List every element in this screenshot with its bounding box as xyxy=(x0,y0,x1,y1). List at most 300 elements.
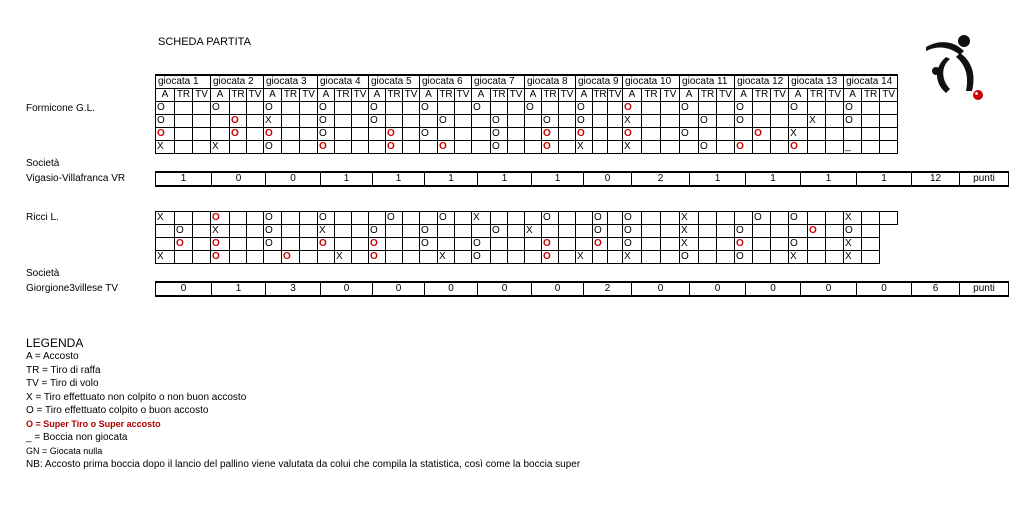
score-cell xyxy=(438,225,455,238)
points-cell: 2 xyxy=(632,172,690,186)
score-cell xyxy=(247,251,264,264)
score-cell: X xyxy=(789,128,808,141)
score-cell: X xyxy=(680,238,699,251)
score-cell xyxy=(508,225,525,238)
score-cell xyxy=(352,115,369,128)
score-cell xyxy=(247,212,264,225)
score-cell xyxy=(642,115,661,128)
points-cell: 0 xyxy=(584,172,632,186)
points-cell: 1 xyxy=(857,172,912,186)
subcol-header: TV xyxy=(455,89,472,102)
legend-null-line: GN = Giocata nulla xyxy=(26,445,103,456)
score-cell xyxy=(403,128,420,141)
legend xyxy=(26,350,580,472)
points-cell: 0 xyxy=(690,282,746,296)
points-cell: 0 xyxy=(156,282,212,296)
score-cell xyxy=(420,141,438,154)
score-cell xyxy=(844,128,862,141)
score-cell xyxy=(491,238,508,251)
subcol-header: TV xyxy=(247,89,264,102)
score-cell: O xyxy=(318,238,335,251)
points-cell: 0 xyxy=(801,282,857,296)
score-cell xyxy=(880,212,898,225)
score-cell xyxy=(559,141,576,154)
score-cell: O xyxy=(318,212,335,225)
score-cell: O xyxy=(386,128,403,141)
subcol-header: TR xyxy=(543,89,557,100)
score-cell xyxy=(642,251,661,264)
subcol-header: TV xyxy=(508,89,525,102)
bocce-player-logo xyxy=(920,33,990,103)
score-cell xyxy=(386,251,403,264)
score-cell: O xyxy=(542,115,559,128)
score-cell: X xyxy=(576,251,593,264)
score-cell xyxy=(608,128,623,141)
score-cell xyxy=(789,115,808,128)
score-cell xyxy=(247,238,264,251)
score-cell xyxy=(352,128,369,141)
score-cell xyxy=(472,225,491,238)
score-cell xyxy=(420,251,438,264)
score-cell xyxy=(525,141,542,154)
points-cell: 1 xyxy=(212,282,266,296)
score-cell xyxy=(508,141,525,154)
score-cell: O xyxy=(472,238,491,251)
points-cell: 1 xyxy=(801,172,857,186)
score-cell xyxy=(542,102,559,115)
score-cell xyxy=(455,251,472,264)
points-cell: 0 xyxy=(425,282,478,296)
score-cell xyxy=(438,128,455,141)
score-cell: O xyxy=(789,238,808,251)
total-points: 12 xyxy=(912,172,960,186)
score-cell xyxy=(680,141,699,154)
score-cell: O xyxy=(491,225,508,238)
giocata-header: giocata 1 xyxy=(156,75,211,89)
score-cell: O xyxy=(156,102,175,115)
score-cell: O xyxy=(369,102,386,115)
points-cell: 0 xyxy=(321,282,373,296)
score-cell: O xyxy=(623,238,642,251)
score-cell: O xyxy=(156,115,175,128)
score-cell: O xyxy=(472,251,491,264)
score-cell xyxy=(282,225,300,238)
subcol-header: TV xyxy=(403,89,420,102)
points-row-player-1 xyxy=(155,171,1009,187)
score-cell xyxy=(642,212,661,225)
score-cell: O xyxy=(789,102,808,115)
giocata-header: giocata 7 xyxy=(472,75,525,89)
score-cell: O xyxy=(264,212,282,225)
score-cell xyxy=(525,251,542,264)
score-cell: O xyxy=(542,141,559,154)
score-cell: O xyxy=(491,141,508,154)
points-label: punti xyxy=(960,282,1009,296)
score-cell xyxy=(808,141,826,154)
score-cell xyxy=(175,128,193,141)
subcol-header: TR xyxy=(282,89,300,102)
score-cell xyxy=(717,251,735,264)
score-cell: O xyxy=(211,238,230,251)
points-cell: 0 xyxy=(857,282,912,296)
score-cell xyxy=(699,225,717,238)
score-cell xyxy=(771,102,789,115)
score-cell xyxy=(771,225,789,238)
total-points: 6 xyxy=(912,282,960,296)
score-cell: O xyxy=(753,212,771,225)
table-row xyxy=(156,212,898,225)
giocata-header: giocata 12 xyxy=(735,75,789,89)
score-cell: O xyxy=(808,225,826,238)
score-cell: O xyxy=(844,225,862,238)
score-cell xyxy=(300,238,318,251)
points-cell: 0 xyxy=(746,282,801,296)
score-cell xyxy=(175,102,193,115)
score-cell xyxy=(717,141,735,154)
score-cell xyxy=(193,225,211,238)
score-cell xyxy=(525,238,542,251)
score-cell: O xyxy=(789,141,808,154)
score-cell: O xyxy=(542,251,559,264)
score-cell: O xyxy=(576,115,593,128)
score-cell: O xyxy=(438,141,455,154)
score-cell xyxy=(880,102,898,115)
score-cell xyxy=(880,128,898,141)
score-cell xyxy=(369,128,386,141)
score-cell: O xyxy=(420,128,438,141)
subcol-header: TV xyxy=(717,89,735,102)
score-cell xyxy=(661,128,680,141)
score-cell xyxy=(193,115,211,128)
table-row xyxy=(156,141,898,154)
table-row xyxy=(156,102,898,115)
score-cell: O xyxy=(593,225,608,238)
score-cell xyxy=(335,238,352,251)
points-table xyxy=(155,281,1009,297)
table-row xyxy=(156,128,898,141)
score-cell xyxy=(735,212,753,225)
score-cell xyxy=(335,212,352,225)
score-cell xyxy=(230,102,247,115)
score-cell xyxy=(282,115,300,128)
score-cell: O xyxy=(491,115,508,128)
score-cell: X xyxy=(211,225,230,238)
score-cell xyxy=(608,212,623,225)
subcol-header: TV xyxy=(826,89,844,102)
score-cell xyxy=(264,251,282,264)
score-cell xyxy=(661,238,680,251)
score-cell: O xyxy=(438,212,455,225)
subcol-header: A xyxy=(369,89,386,102)
score-cell xyxy=(608,115,623,128)
score-cell xyxy=(826,102,844,115)
score-cell xyxy=(699,102,717,115)
score-cell: X xyxy=(844,251,862,264)
score-cell: X xyxy=(525,225,542,238)
score-cell: O xyxy=(369,115,386,128)
score-cell: O xyxy=(420,238,438,251)
subcol-header: TV xyxy=(661,89,680,102)
score-cell xyxy=(282,128,300,141)
score-cell: O xyxy=(542,212,559,225)
score-cell: O xyxy=(576,102,593,115)
score-cell: O xyxy=(735,102,753,115)
score-cell xyxy=(717,212,735,225)
team-name: Giorgione3villese TV xyxy=(26,283,119,294)
score-cell: X xyxy=(680,225,699,238)
score-cell xyxy=(717,128,735,141)
score-cell xyxy=(608,225,623,238)
score-cell: X xyxy=(623,115,642,128)
subcol-header: TV xyxy=(771,89,789,102)
score-cell xyxy=(642,238,661,251)
points-cell: 2 xyxy=(584,282,632,296)
score-grid-player-1 xyxy=(155,74,898,154)
score-cell: O xyxy=(593,238,608,251)
table-row xyxy=(156,115,898,128)
score-cell: X xyxy=(438,251,455,264)
score-cell: O xyxy=(593,212,608,225)
score-cell: O xyxy=(699,141,717,154)
score-cell: O xyxy=(844,102,862,115)
score-cell xyxy=(438,102,455,115)
score-cell xyxy=(826,212,844,225)
points-cell: 1 xyxy=(690,172,746,186)
score-cell xyxy=(771,238,789,251)
score-cell: O xyxy=(211,102,230,115)
score-cell xyxy=(862,225,880,238)
score-cell xyxy=(386,115,403,128)
giocata-header: giocata 4 xyxy=(318,75,369,89)
score-cell xyxy=(369,141,386,154)
score-cell xyxy=(880,141,898,154)
score-cell xyxy=(559,238,576,251)
society-label: Società xyxy=(26,158,60,169)
score-cell xyxy=(508,128,525,141)
score-cell xyxy=(455,115,472,128)
giocata-header: giocata 13 xyxy=(789,75,844,89)
points-cell: 1 xyxy=(532,172,584,186)
score-cell xyxy=(193,238,211,251)
score-cell: O xyxy=(386,212,403,225)
score-cell: O xyxy=(735,115,753,128)
score-cell xyxy=(335,128,352,141)
score-cell xyxy=(699,251,717,264)
score-cell: X xyxy=(318,225,335,238)
score-cell: O xyxy=(753,128,771,141)
subcol-header: TR xyxy=(862,89,880,102)
score-cell xyxy=(455,102,472,115)
score-cell: O xyxy=(680,251,699,264)
score-cell xyxy=(403,251,420,264)
giocata-header: giocata 2 xyxy=(211,75,264,89)
score-cell: X xyxy=(335,251,352,264)
score-cell xyxy=(438,238,455,251)
score-cell: X xyxy=(844,238,862,251)
subcol-header: TV xyxy=(193,89,211,102)
subcol-header: TV xyxy=(352,89,369,102)
score-cell: O xyxy=(369,225,386,238)
score-cell xyxy=(175,141,193,154)
score-cell xyxy=(403,102,420,115)
subcol-header: TR xyxy=(387,89,401,100)
score-cell xyxy=(661,212,680,225)
score-cell xyxy=(771,251,789,264)
score-cell xyxy=(455,128,472,141)
score-cell xyxy=(403,115,420,128)
subcol-header: TV xyxy=(880,89,898,102)
score-cell: O xyxy=(438,115,455,128)
score-cell: O xyxy=(525,102,542,115)
score-cell xyxy=(491,251,508,264)
giocata-header: giocata 5 xyxy=(369,75,420,89)
score-cell xyxy=(403,225,420,238)
points-cell: 0 xyxy=(266,172,321,186)
subcol-header: A xyxy=(735,89,753,102)
subcol-header: TR xyxy=(492,89,506,100)
subcol-header: TR xyxy=(753,89,771,102)
subcol-header: TV xyxy=(608,89,622,100)
score-cell xyxy=(753,102,771,115)
points-cell: 1 xyxy=(746,172,801,186)
score-cell xyxy=(508,251,525,264)
score-cell xyxy=(455,225,472,238)
score-cell xyxy=(300,141,318,154)
score-cell xyxy=(472,128,491,141)
score-cell xyxy=(491,102,508,115)
score-cell xyxy=(230,225,247,238)
score-cell xyxy=(642,141,661,154)
subcol-header: A xyxy=(789,89,808,102)
giocata-header: giocata 11 xyxy=(680,75,735,89)
giocata-header: giocata 8 xyxy=(525,75,576,89)
score-cell xyxy=(455,238,472,251)
legend-unplayed-line: _ = Boccia non giocata xyxy=(26,432,128,443)
legend-title: LEGENDA xyxy=(26,336,84,350)
score-cell xyxy=(193,212,211,225)
score-cell xyxy=(352,238,369,251)
score-cell xyxy=(455,212,472,225)
score-cell xyxy=(156,238,175,251)
score-cell xyxy=(862,128,880,141)
legend-super-line: O = Super Tiro o Super accosto xyxy=(26,418,161,429)
score-cell: O xyxy=(735,251,753,264)
subcol-header: A xyxy=(680,89,699,102)
score-cell xyxy=(862,212,880,225)
score-cell xyxy=(559,212,576,225)
score-cell xyxy=(735,128,753,141)
score-cell xyxy=(230,141,247,154)
score-cell: O xyxy=(844,115,862,128)
score-cell: X xyxy=(156,141,175,154)
score-cell xyxy=(661,225,680,238)
subcol-header: TR xyxy=(642,89,661,102)
score-cell: O xyxy=(230,115,247,128)
score-cell xyxy=(193,102,211,115)
giocata-header: giocata 6 xyxy=(420,75,472,89)
score-cell xyxy=(717,225,735,238)
score-cell xyxy=(862,251,880,264)
score-cell xyxy=(642,128,661,141)
score-cell: X xyxy=(472,212,491,225)
score-cell xyxy=(642,102,661,115)
score-cell xyxy=(247,115,264,128)
score-cell xyxy=(175,251,193,264)
score-cell xyxy=(211,115,230,128)
score-cell xyxy=(559,128,576,141)
score-cell xyxy=(247,225,264,238)
subcol-header: A xyxy=(525,89,542,102)
score-cell xyxy=(156,225,175,238)
score-cell: O xyxy=(623,225,642,238)
score-cell xyxy=(593,141,608,154)
score-cell: O xyxy=(680,128,699,141)
score-cell: O xyxy=(318,115,335,128)
score-cell xyxy=(559,225,576,238)
score-cell: O xyxy=(318,141,335,154)
points-table xyxy=(155,171,1009,187)
score-cell xyxy=(576,225,593,238)
score-cell: X xyxy=(623,251,642,264)
subcol-header: TR xyxy=(175,89,193,102)
score-cell: O xyxy=(680,102,699,115)
score-cell xyxy=(576,238,593,251)
points-label: punti xyxy=(960,172,1009,186)
score-cell xyxy=(491,212,508,225)
score-cell xyxy=(593,128,608,141)
score-cell xyxy=(525,212,542,225)
score-cell xyxy=(352,251,369,264)
table-row xyxy=(156,238,898,251)
points-cell: 1 xyxy=(425,172,478,186)
score-cell xyxy=(717,102,735,115)
score-cell: X xyxy=(576,141,593,154)
score-cell: O xyxy=(211,251,230,264)
score-cell xyxy=(826,128,844,141)
subcol-header: TR xyxy=(336,89,350,100)
subcol-header: A xyxy=(211,89,230,102)
score-cell xyxy=(318,251,335,264)
score-cell xyxy=(559,251,576,264)
team-name: Vigasio-Villafranca VR xyxy=(26,173,126,184)
points-cell: 0 xyxy=(478,282,532,296)
score-cell: O xyxy=(472,102,491,115)
score-cell xyxy=(717,115,735,128)
score-cell xyxy=(789,225,808,238)
score-cell xyxy=(508,238,525,251)
subcol-header: A xyxy=(264,89,282,102)
score-cell xyxy=(753,141,771,154)
score-cell xyxy=(771,141,789,154)
score-cell xyxy=(335,141,352,154)
score-cell: O xyxy=(264,141,282,154)
score-cell xyxy=(472,141,491,154)
score-cell xyxy=(175,115,193,128)
score-cell xyxy=(403,141,420,154)
score-cell: X xyxy=(156,212,175,225)
score-cell xyxy=(352,141,369,154)
score-cell: O xyxy=(576,128,593,141)
score-cell xyxy=(880,115,898,128)
legend-line: O = Tiro effettuato colpito o buon accosto xyxy=(26,405,209,416)
score-cell xyxy=(282,102,300,115)
score-cell xyxy=(771,128,789,141)
score-cell xyxy=(826,251,844,264)
subcol-header: A xyxy=(576,89,593,102)
score-cell xyxy=(642,225,661,238)
score-cell: O xyxy=(282,251,300,264)
score-cell xyxy=(247,141,264,154)
